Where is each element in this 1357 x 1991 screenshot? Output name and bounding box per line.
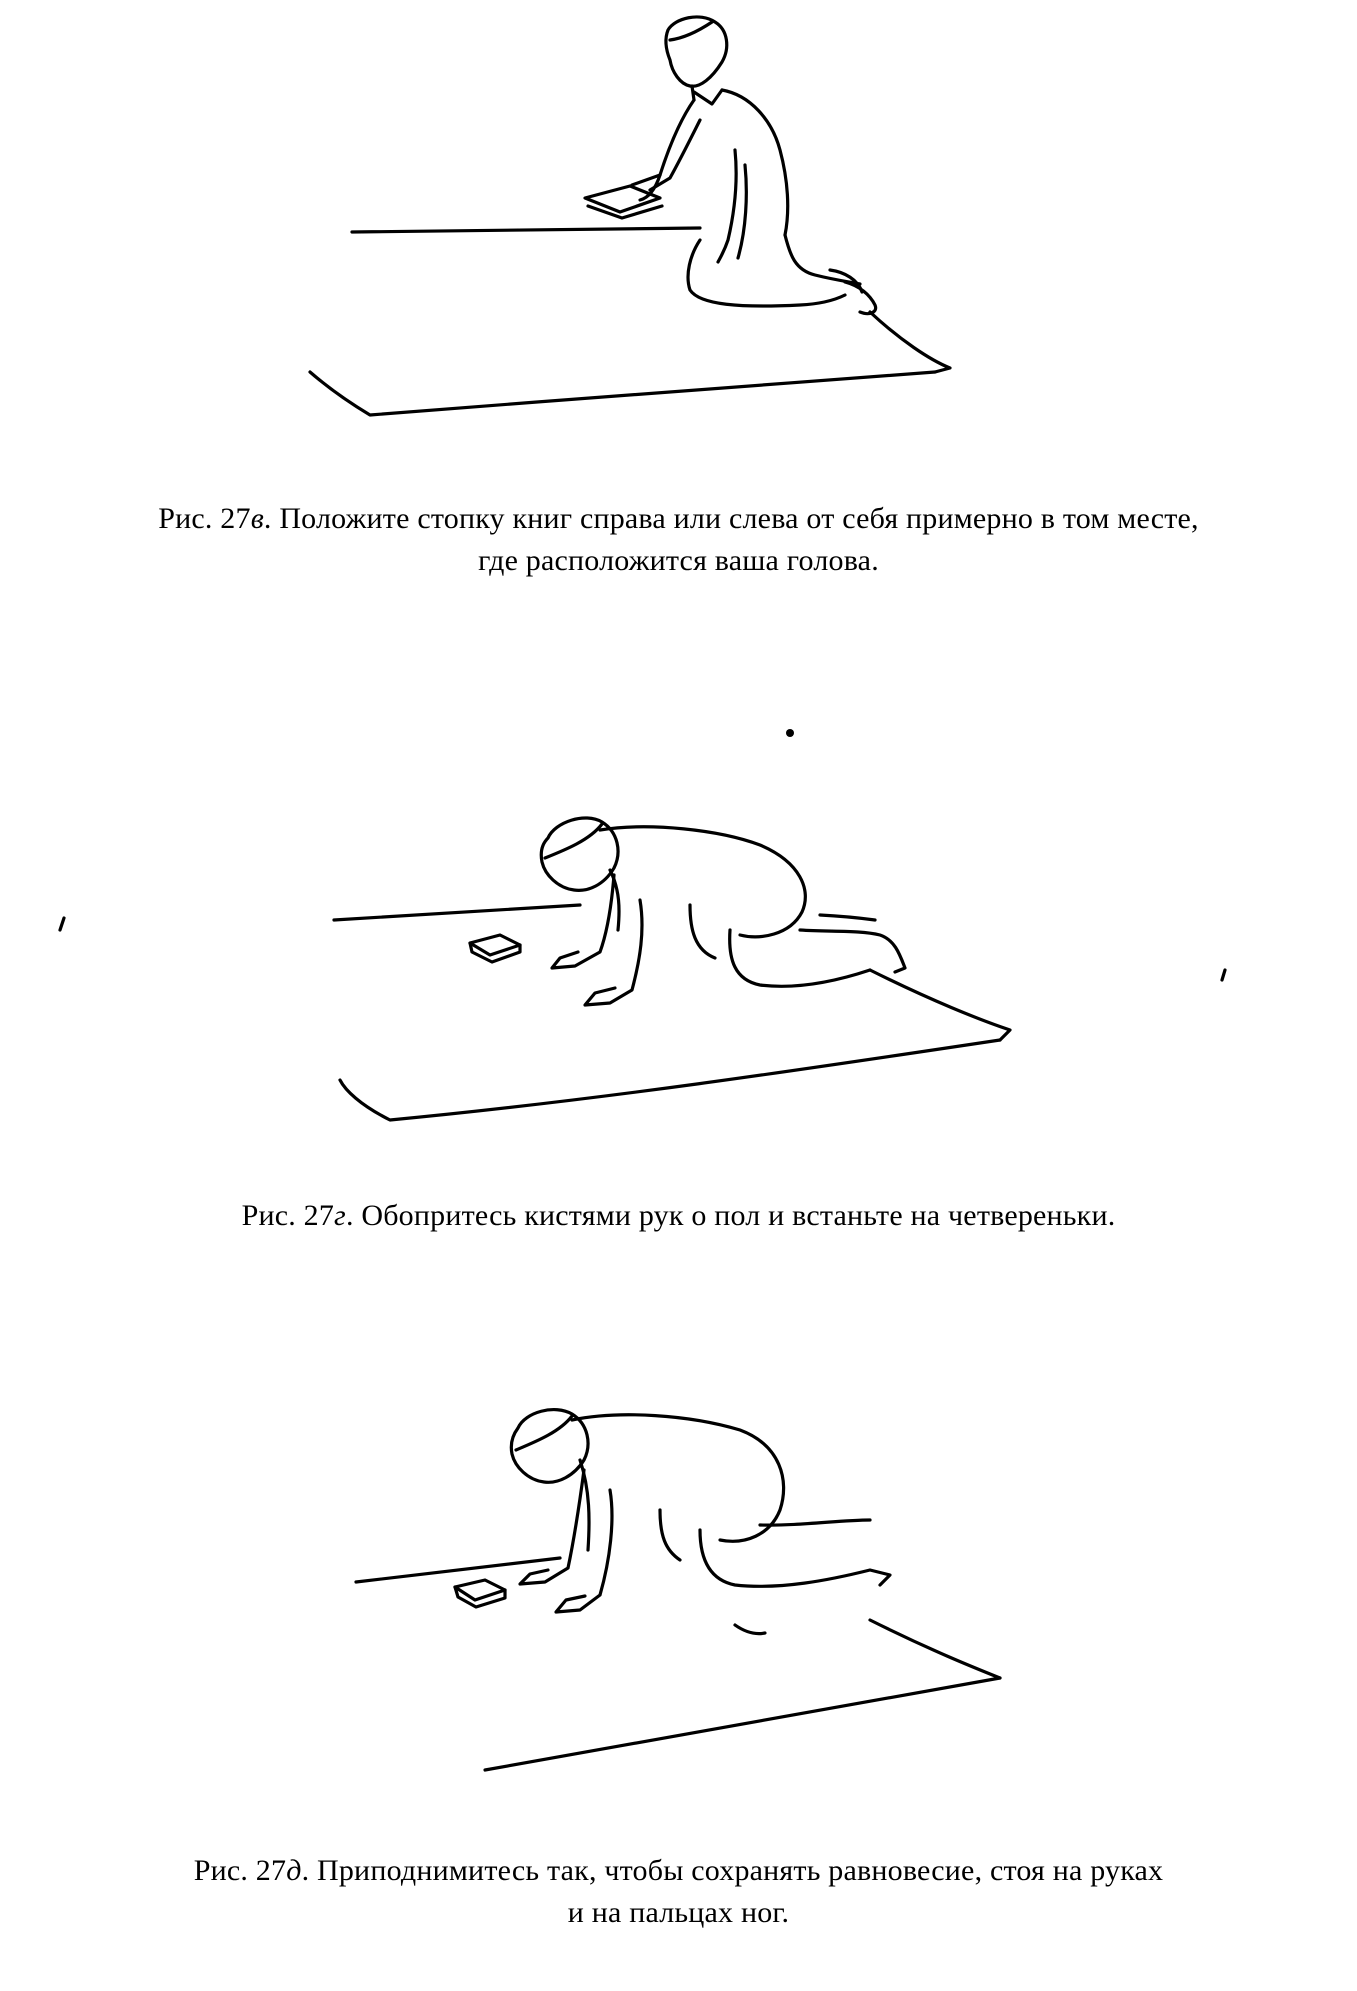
figure-27v [0,0,1357,600]
person-head [666,17,727,86]
book-stack [455,1580,505,1600]
all-fours-person-illustration [0,600,1357,1250]
mat-outline [334,905,580,920]
caption-27g [0,1195,1357,1237]
figure-27d [0,1250,1357,1991]
mat-outline [356,1558,560,1582]
caption-27v-line2: где расположится ваша голова. [478,544,879,577]
caption-27g-line1: Рис. 27г. Обопритесь кистями рук о пол и встаньте на четвереньки. [241,1199,1116,1232]
caption-27v-line1: Рис. 27в. Положите стопку книг справа или слева от себя примерно в том месте, [158,502,1199,535]
caption-27d [0,1850,1357,1934]
caption-27d-line1: Рис. 27д. Приподнимитесь так, чтобы сохранять равновесие, стоя на руках [193,1854,1164,1887]
caption-27v [0,498,1357,582]
book-stack [470,935,520,955]
caption-27d-line2: и на пальцах ног. [567,1896,790,1929]
figure-27g [0,600,1357,1250]
mat-outline [352,228,700,232]
